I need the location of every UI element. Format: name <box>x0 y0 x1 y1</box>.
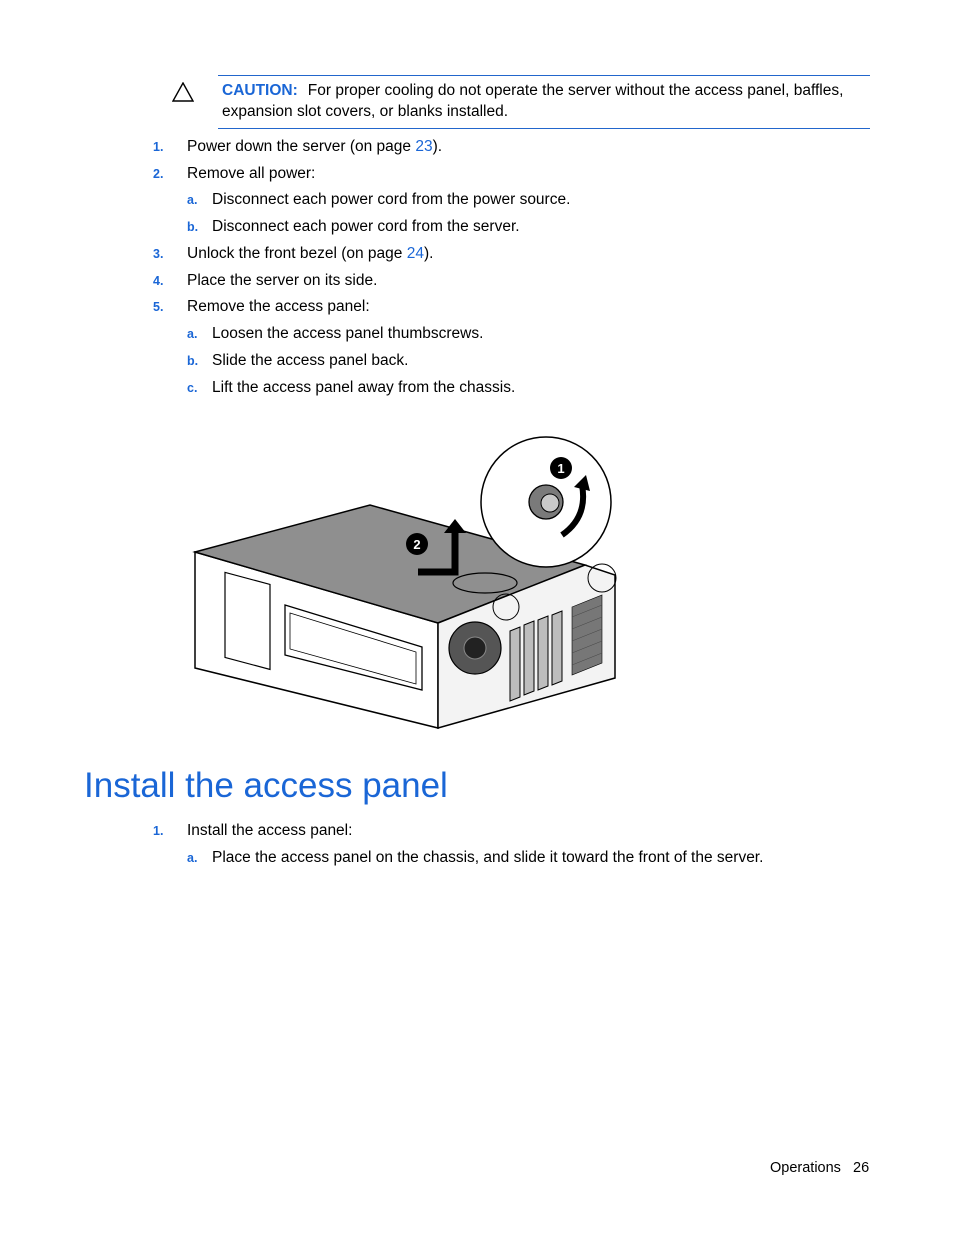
substep-lift-panel: Lift the access panel away from the chassis. <box>212 379 516 396</box>
substep-slide-panel: Slide the access panel back. <box>212 352 409 369</box>
caution-box <box>218 75 870 129</box>
step-text: Power down the server (on page <box>187 138 416 155</box>
step-number: 1. <box>153 140 164 154</box>
step-place-server: Place the server on its side. <box>187 272 378 289</box>
substep-letter: a. <box>187 851 198 865</box>
step-number: 3. <box>153 247 164 261</box>
step-number: 2. <box>153 167 164 181</box>
caution-text <box>222 80 862 122</box>
step-remove-power: Remove all power: <box>187 165 316 182</box>
server-access-panel-illustration <box>190 435 620 730</box>
page-link-24[interactable]: 24 <box>406 245 424 262</box>
substep-letter: a. <box>187 193 198 207</box>
footer-page-number: 26 <box>853 1160 870 1176</box>
step-number: 4. <box>153 274 164 288</box>
warning-triangle-icon <box>172 82 194 102</box>
step-number: 1. <box>153 824 164 838</box>
substep-place-panel: Place the access panel on the chassis, and slide it toward the front of the server. <box>212 849 764 866</box>
substep-letter: a. <box>187 327 198 341</box>
substep-disconnect-source: Disconnect each power cord from the power source. <box>212 191 571 208</box>
substep-letter: c. <box>187 381 198 395</box>
substep-letter: b. <box>187 220 199 234</box>
callout-2: 2 <box>413 537 421 552</box>
footer-section-name: Operations <box>770 1160 841 1176</box>
substep-letter: b. <box>187 354 199 368</box>
step-power-down <box>187 137 442 157</box>
step-number: 5. <box>153 300 164 314</box>
section-heading: Install the access panel <box>84 766 448 805</box>
step-text: Unlock the front bezel (on page <box>187 245 407 262</box>
substep-loosen-thumbscrews: Loosen the access panel thumbscrews. <box>212 325 484 342</box>
step-install-panel: Install the access panel: <box>187 822 353 839</box>
caution-message: For proper cooling do not operate the server without the access panel, baffles, expansion slot covers, or blanks installed. <box>222 82 844 120</box>
step-text-end: ). <box>432 138 443 155</box>
step-text-end: ). <box>423 245 434 262</box>
callout-1: 1 <box>557 461 565 476</box>
caution-label: CAUTION: <box>222 82 298 99</box>
substep-disconnect-server: Disconnect each power cord from the server. <box>212 218 520 235</box>
step-remove-panel: Remove the access panel: <box>187 298 370 315</box>
page-link-23[interactable]: 23 <box>415 138 433 155</box>
step-unlock-bezel <box>187 244 433 264</box>
